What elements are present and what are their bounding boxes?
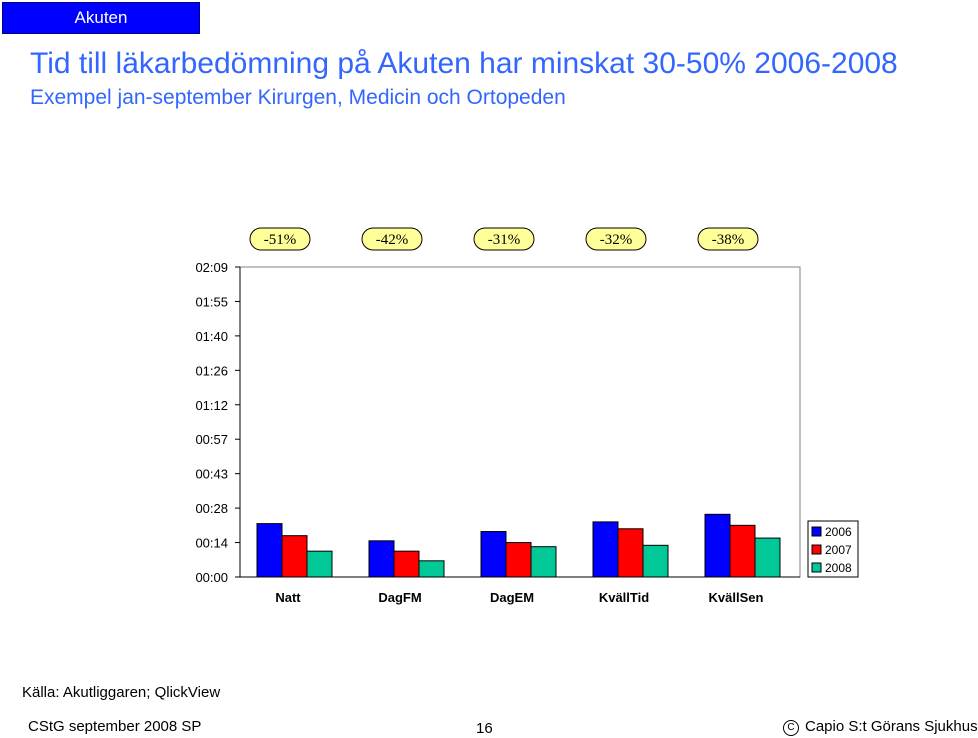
bar-2008-KvällTid (643, 545, 668, 577)
y-tick-label: 00:57 (195, 432, 228, 448)
percent-change-label: -51% (263, 232, 297, 248)
y-tick-label: 00:14 (195, 535, 228, 551)
y-tick-label: 01:55 (195, 294, 228, 310)
y-tick-label: 02:09 (195, 260, 228, 275)
percent-change-label: -32% (599, 232, 633, 248)
legend-label: 2008 (825, 561, 852, 575)
y-tick-label: 00:28 (195, 501, 228, 517)
page-subtitle: Exempel jan-september Kirurgen, Medicin och Ortopeden (30, 86, 566, 109)
footer-company: Capio S:t Görans Sjukhus (805, 718, 978, 735)
legend-label: 2006 (825, 525, 852, 539)
section-tab: Akuten (2, 2, 200, 34)
legend-swatch-2008 (812, 563, 821, 572)
bar-2006-DagEM (481, 532, 506, 577)
bar-2007-KvällTid (618, 529, 643, 577)
x-tick-label: Natt (275, 590, 301, 605)
page-title: Tid till läkarbedömning på Akuten har minskat 30-50% 2006-2008 (30, 47, 898, 80)
y-tick-label: 00:00 (195, 570, 228, 585)
footer-copyright (783, 718, 978, 736)
page-number: 16 (476, 720, 493, 737)
copyright-icon: C (783, 720, 799, 736)
x-tick-label: KvällTid (598, 590, 650, 605)
bar-2008-Natt (307, 551, 332, 577)
percent-change-label: -38% (711, 232, 745, 248)
y-tick-label: 01:26 (195, 363, 228, 379)
bar-2006-Natt (257, 524, 282, 577)
legend-swatch-2006 (812, 527, 821, 536)
bar-2006-KvällTid (593, 522, 618, 577)
legend-swatch-2007 (812, 545, 821, 554)
bar-2007-KvällSen (730, 525, 755, 577)
bar-2008-DagEM (531, 547, 556, 577)
y-tick-label: 01:40 (195, 328, 228, 344)
y-tick-label: 00:43 (195, 466, 228, 482)
bar-2007-DagFM (394, 551, 419, 577)
x-tick-label: KvällSen (708, 590, 764, 605)
y-tick-label: 01:12 (195, 397, 228, 413)
footer-date: CStG september 2008 SP (28, 718, 202, 735)
bar-2007-DagEM (506, 543, 531, 577)
percent-change-label: -31% (487, 232, 521, 248)
percent-change-label: -42% (375, 232, 409, 248)
bar-2006-DagFM (369, 541, 394, 577)
source-note: Källa: Akutliggaren; QlickView (22, 684, 221, 701)
bar-2008-DagFM (419, 561, 444, 577)
legend-label: 2007 (825, 543, 852, 557)
bar-2006-KvällSen (705, 514, 730, 577)
x-tick-label: DagEM (489, 590, 535, 605)
x-tick-label: DagFM (378, 590, 422, 605)
bar-2008-KvällSen (755, 538, 780, 577)
bar-2007-Natt (282, 536, 307, 577)
